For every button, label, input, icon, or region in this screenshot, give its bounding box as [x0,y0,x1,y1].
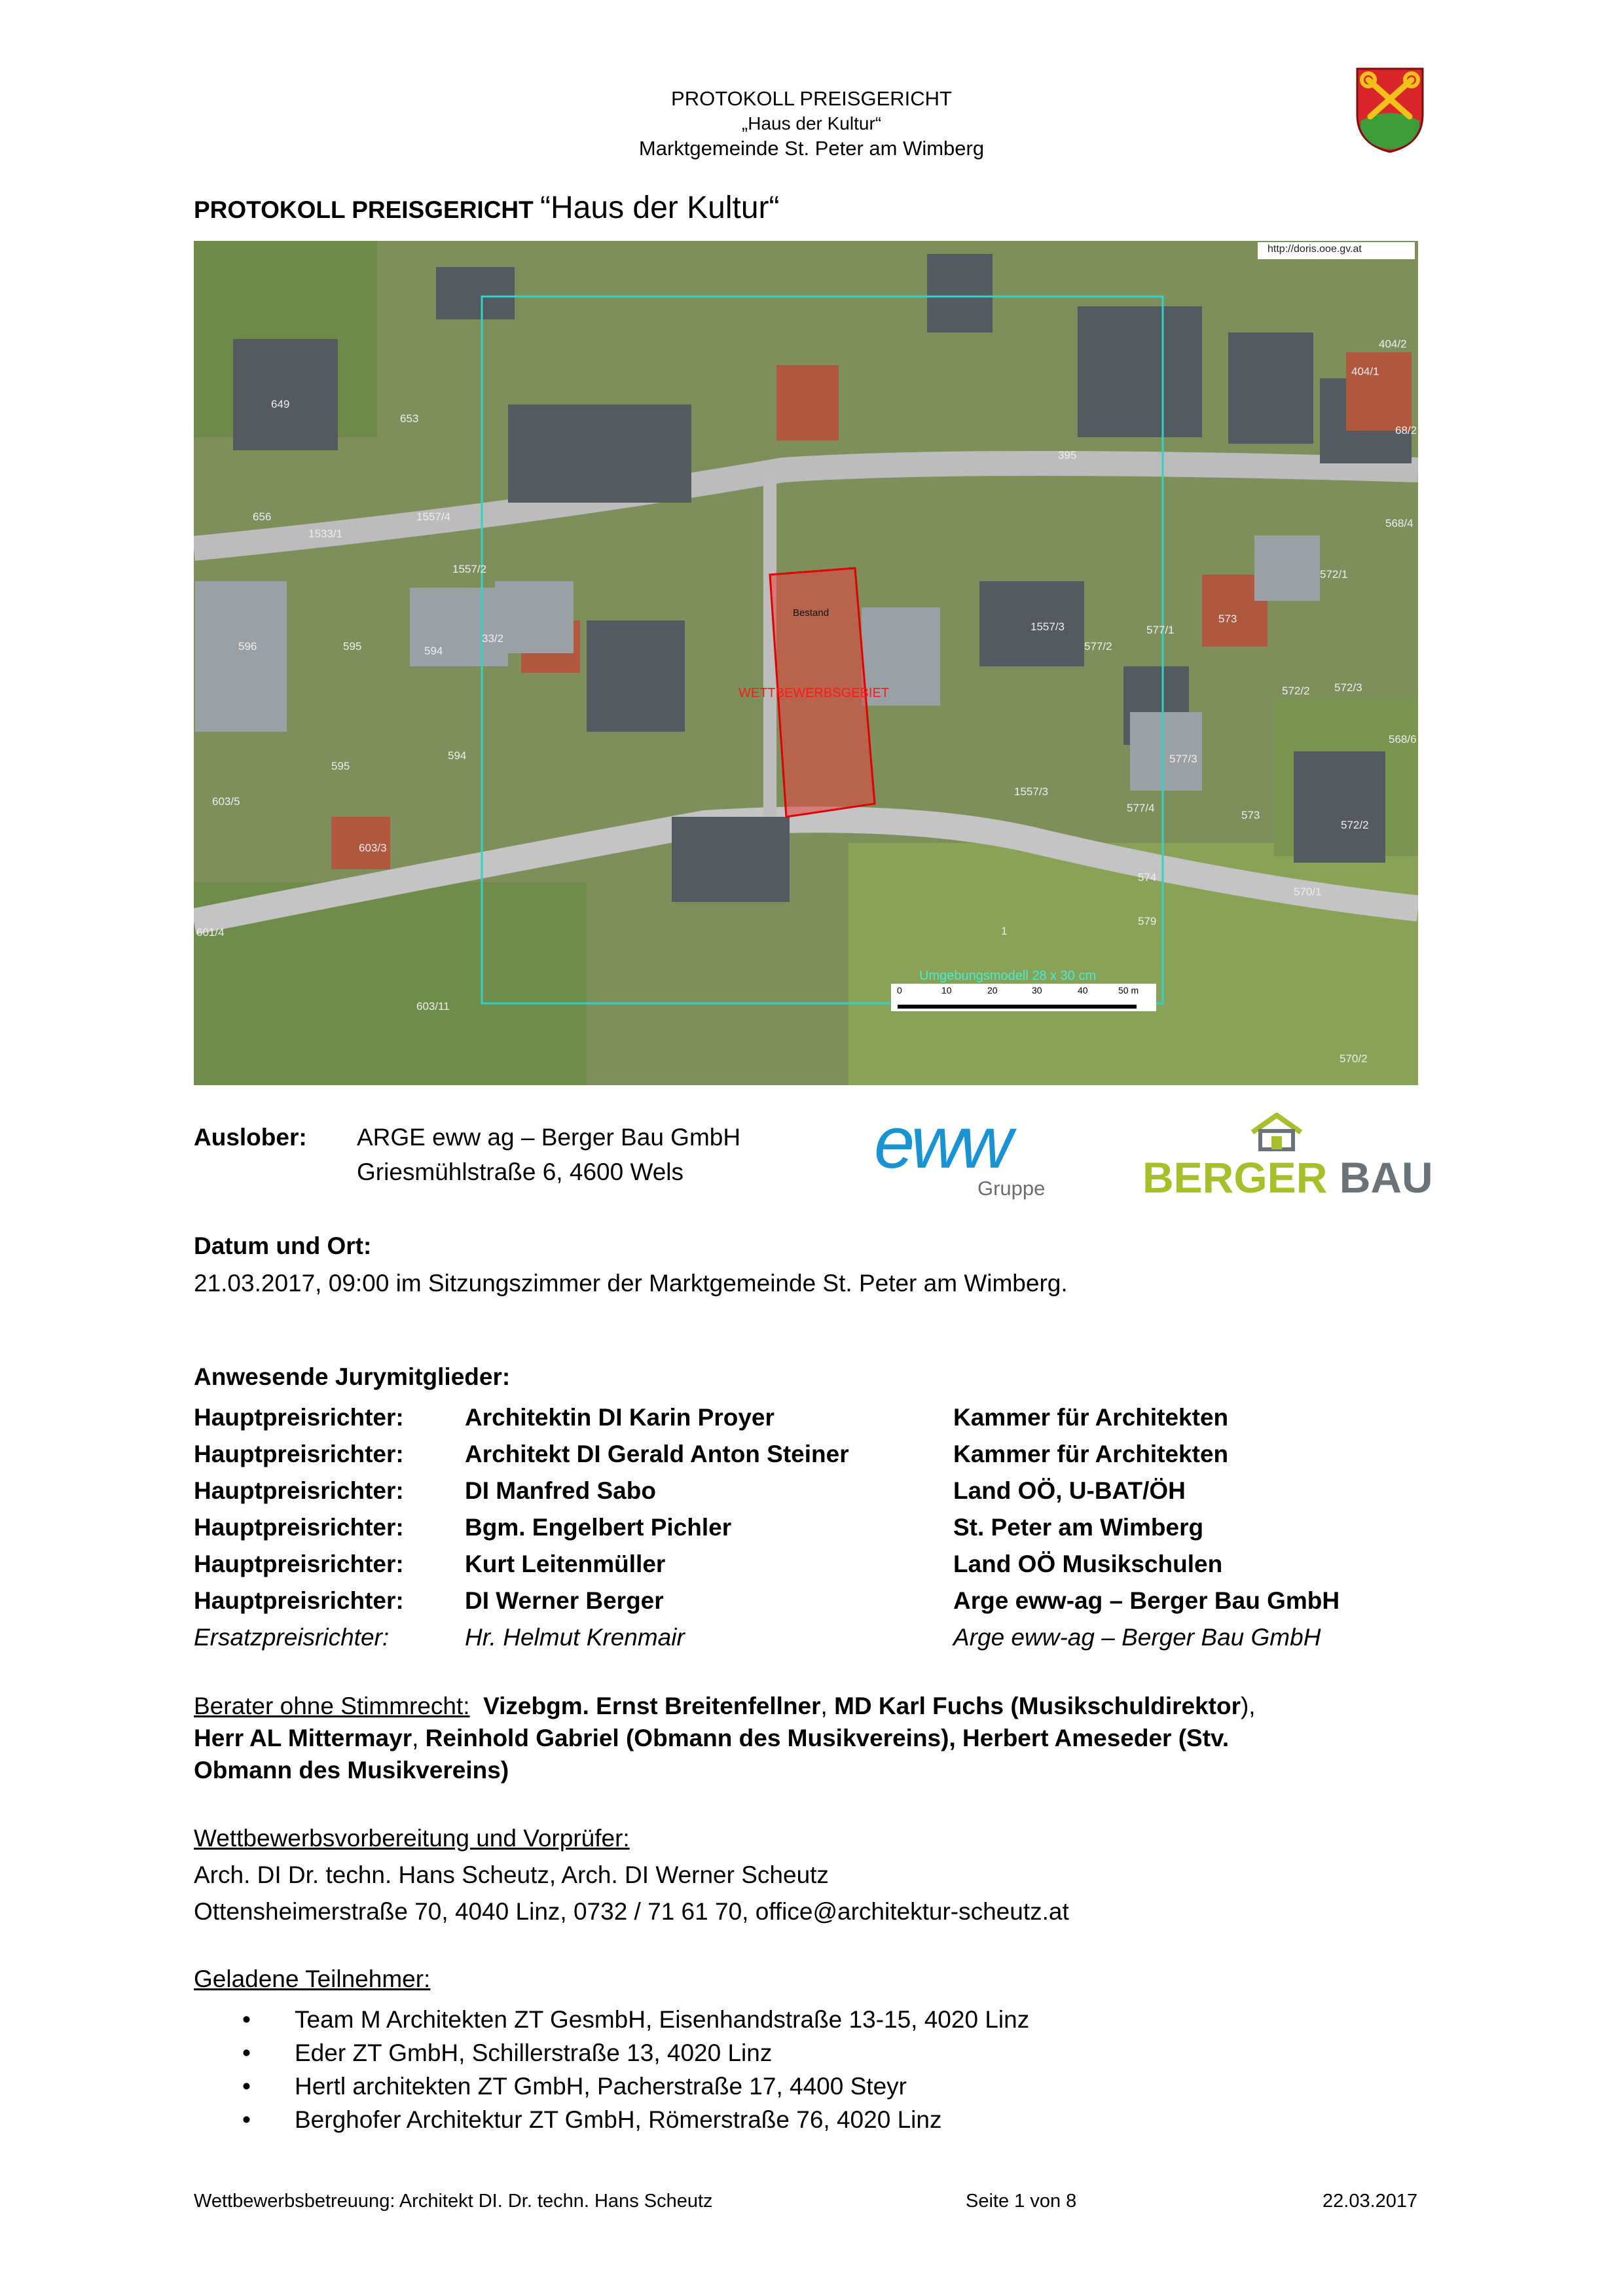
berger-bau-logo-text: BERGER BAU [1142,1153,1433,1202]
parcel-label: 572/3 [1334,681,1362,694]
teilnehmer-item: Berghofer Architektur ZT GmbH, Römerstraße 76, 4020 Linz [295,2106,942,2133]
parcel-label: 1533/1 [308,528,342,540]
parcel-label: 601/4 [196,926,225,939]
jury-name: Architekt DI Gerald Anton Steiner [465,1441,849,1467]
footer-date: 22.03.2017 [1322,2191,1418,2212]
vorpruefer-line-2: Ottensheimerstraße 70, 4040 Linz, 0732 / 71 61 70, office@architektur-scheutz.at [194,1898,1069,1925]
parcel-label: 594 [448,749,467,762]
parcel-label: 1557/4 [416,511,450,523]
jury-org: Land OÖ, U-BAT/ÖH [953,1477,1186,1504]
jury-name: Bgm. Engelbert Pichler [465,1514,732,1541]
aerial-map [194,241,1418,1085]
title-bold: PROTOKOLL PREISGERICHT [194,196,534,223]
berger-bau-logo [1142,1111,1433,1210]
eww-logo-text: eww [874,1102,1010,1183]
map-area-label: WETTBEWERBSGEBIET [739,686,890,700]
parcel-label: 404/1 [1351,365,1379,378]
parcel-label: 572/1 [1320,568,1348,581]
jury-row [194,1514,1438,1551]
bullet-icon: • [242,2106,251,2133]
berater-person: Vizebgm. Ernst Breitenfellner [483,1693,821,1719]
parcel-label: 577/2 [1084,640,1112,653]
bullet-icon: • [242,2006,251,2033]
footer-left: Wettbewerbsbetreuung: Architekt DI. Dr. techn. Hans Scheutz [194,2191,713,2212]
parcel-label: 596 [238,640,257,653]
parcel-label: 595 [331,760,350,772]
auslober-line-1: ARGE eww ag – Berger Bau GmbH [357,1124,741,1151]
vorpruefer-label: Wettbewerbsvorbereitung und Vorprüfer: [194,1825,630,1852]
jury-role: Hauptpreisrichter: [194,1587,404,1614]
parcel-label: 568/4 [1385,517,1413,529]
parcel-label: 577/1 [1146,624,1175,636]
scale-tick: 50 m [1118,985,1139,996]
berater-person: Obmann des Musikvereins) [194,1757,509,1784]
parcel-label: 579 [1138,915,1157,927]
coat-of-arms-icon [1354,65,1426,154]
vorpruefer-line-1: Arch. DI Dr. techn. Hans Scheutz, Arch. DI Werner Scheutz [194,1861,829,1888]
jury-name: Kurt Leitenmüller [465,1551,666,1577]
berater-person: Herr AL Mittermayr [194,1725,412,1751]
parcel-label: 1 [1001,925,1008,937]
scale-tick: 20 [987,985,998,996]
berater-person: MD Karl Fuchs (Musikschuldirektor [834,1693,1241,1719]
parcel-label: 573 [1241,809,1260,821]
parcel-label: 577/4 [1127,802,1155,814]
jury-role: Hauptpreisrichter: [194,1441,404,1467]
header-line-3: Marktgemeinde St. Peter am Wimberg [638,137,985,160]
page-title [194,190,780,226]
berater-paragraph [194,1690,1438,1786]
parcel-label: 572/2 [1341,819,1369,831]
berater-label: Berater ohne Stimmrecht: [194,1693,470,1719]
jury-role: Hauptpreisrichter: [194,1404,404,1431]
jury-row [194,1477,1438,1514]
map-model-label: Umgebungsmodell 28 x 30 cm [919,969,1097,983]
jury-org: Kammer für Architekten [953,1404,1229,1431]
parcel-label: 656 [253,511,272,523]
datum-label: Datum und Ort: [194,1232,372,1259]
parcel-label: 395 [1058,449,1077,461]
teilnehmer-item: Team M Architekten ZT GesmbH, Eisenhandstraße 13-15, 4020 Linz [295,2006,1030,2033]
bullet-icon: • [242,2073,251,2100]
parcel-label: 570/2 [1340,1052,1368,1065]
parcel-label: 603/3 [359,842,387,854]
footer-page: Seite 1 von 8 [966,2191,1077,2212]
parcel-label: 603/5 [212,795,240,808]
berater-sep: ), [1240,1693,1256,1719]
auslober-line-2: Griesmühlstraße 6, 4600 Wels [357,1158,684,1185]
house-icon [1249,1111,1305,1152]
eww-logo [874,1102,1070,1204]
parcel-label: 1557/2 [452,563,486,575]
berater-sep: , [412,1725,426,1751]
jury-row [194,1551,1438,1587]
parcel-label: 595 [343,640,362,653]
header-line-1: PROTOKOLL PREISGERICHT [671,87,952,110]
berater-sep: , [820,1693,835,1719]
parcel-label: 594 [424,645,443,657]
jury-role: Hauptpreisrichter: [194,1477,404,1504]
map-source-url: http://doris.ooe.gv.at [1267,243,1362,255]
berater-person: Reinhold Gabriel (Obmann des Musikvereins), Herbert Ameseder (Stv. [425,1725,1230,1751]
jury-name: DI Manfred Sabo [465,1477,656,1504]
parcel-label: 1557/3 [1030,620,1065,633]
jury-name: DI Werner Berger [465,1587,664,1614]
parcel-label: 568/6 [1389,733,1417,745]
parcel-label: 570/1 [1294,886,1322,898]
parcel-label: 653 [400,412,419,425]
jury-org: Kammer für Architekten [953,1441,1229,1467]
teilnehmer-item: Eder ZT GmbH, Schillerstraße 13, 4020 Linz [295,2039,773,2066]
jury-name: Hr. Helmut Krenmair [465,1624,685,1651]
parcel-label: 603/11 [416,1000,450,1013]
jury-role: Ersatzpreisrichter: [194,1624,390,1651]
parcel-label: 577/3 [1169,753,1197,765]
parcel-label: 33/2 [482,632,504,645]
jury-row [194,1441,1438,1477]
auslober-label: Auslober: [194,1124,307,1151]
aerial-photo [194,241,1418,1085]
jury-org: Land OÖ Musikschulen [953,1551,1223,1577]
parcel-label: 68/2 [1395,424,1417,437]
scale-tick: 30 [1032,985,1042,996]
scale-tick: 10 [941,985,952,996]
parcel-label: 572/2 [1282,685,1310,697]
jury-org: St. Peter am Wimberg [953,1514,1204,1541]
parcel-label: 649 [271,398,290,410]
parcel-label: 404/2 [1379,338,1407,350]
teilnehmer-label: Geladene Teilnehmer: [194,1965,431,1992]
jury-role: Hauptpreisrichter: [194,1551,404,1577]
jury-org: Arge eww-ag – Berger Bau GmbH [953,1587,1340,1614]
eww-logo-sub: Gruppe [977,1177,1046,1200]
map-existing-label: Bestand [793,607,830,619]
jury-name: Architektin DI Karin Proyer [465,1404,775,1431]
header-line-2: „Haus der Kultur“ [741,113,882,134]
jury-row [194,1587,1438,1624]
jury-role: Hauptpreisrichter: [194,1514,404,1541]
title-normal: “Haus der Kultur“ [540,190,780,225]
jury-row [194,1404,1438,1441]
bullet-icon: • [242,2039,251,2066]
scale-tick: 40 [1078,985,1088,996]
datum-text: 21.03.2017, 09:00 im Sitzungszimmer der Marktgemeinde St. Peter am Wimberg. [194,1270,1068,1297]
teilnehmer-item: Hertl architekten ZT GmbH, Pacherstraße 17, 4400 Steyr [295,2073,907,2100]
jury-row [194,1624,1438,1660]
jury-org: Arge eww-ag – Berger Bau GmbH [953,1624,1321,1651]
jury-heading: Anwesende Jurymitglieder: [194,1363,511,1390]
parcel-label: 573 [1218,613,1237,625]
parcel-label: 1557/3 [1014,785,1048,798]
parcel-label: 574 [1138,871,1157,884]
scale-tick: 0 [897,985,902,996]
